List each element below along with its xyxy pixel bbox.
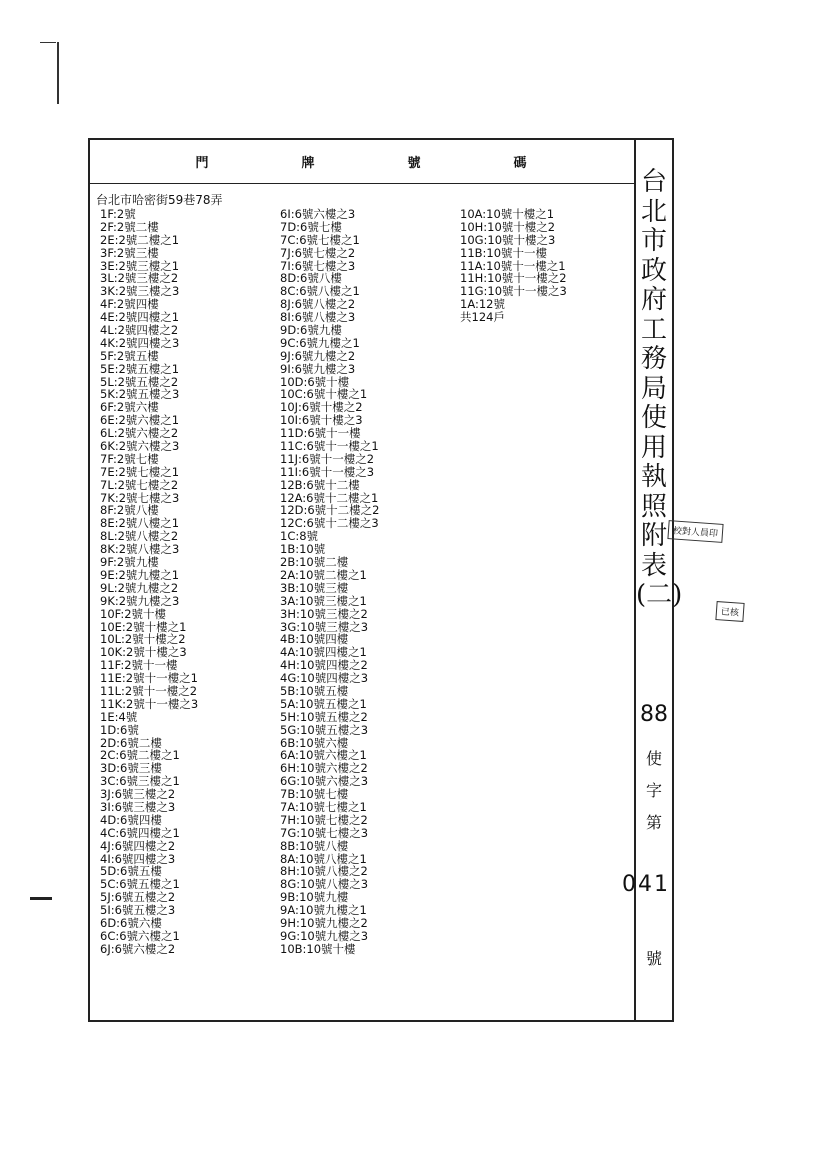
title-char: 市: [640, 226, 667, 256]
address-entry: 3L:2號三樓之2: [100, 271, 179, 286]
address-entry: 7G:10號七樓之3: [280, 825, 369, 840]
address-entry: 10G:10號十樓之3: [460, 232, 556, 247]
address-entry: 3J:6號三樓之2: [100, 787, 176, 802]
address-entry: 8C:6號八樓之1: [280, 284, 360, 299]
address-entry: 7J:6號七樓之2: [280, 245, 356, 260]
address-entry: 8D:6號八樓: [280, 271, 342, 286]
address-entry: 11F:2號十一樓: [100, 658, 178, 673]
address-entry: 3C:6號三樓之1: [100, 774, 180, 789]
address-entry: 11H:10號十一樓之2: [460, 271, 567, 286]
title-char: 照: [640, 491, 667, 522]
address-entry: 7B:10號七樓: [280, 787, 349, 802]
title-char: 用: [640, 432, 667, 463]
header-label-3: 號: [407, 156, 423, 171]
inspector-stamp: 校對人員印: [667, 520, 723, 543]
address-entry: 6H:10號六樓之2: [280, 761, 368, 776]
address-entry: 5J:6號五樓之2: [100, 890, 176, 905]
address-entry: 6C:6號六樓之1: [100, 928, 180, 943]
header-label-2: 牌: [301, 156, 317, 171]
address-entry: 9I:6號九樓之3: [280, 361, 356, 376]
address-entry: 8B:10號八樓: [280, 838, 349, 853]
address-entry: 9G:10號九樓之3: [280, 928, 369, 943]
address-entry: 1F:2號: [100, 207, 136, 221]
address-entry: 6J:6號六樓之2: [100, 941, 176, 956]
address-entry: 10L:2號十樓之2: [100, 632, 186, 647]
address-entry: 10F:2號十樓: [100, 606, 167, 621]
address-entry: 11L:2號十一樓之2: [100, 683, 198, 698]
address-entry: 6E:2號六樓之1: [100, 413, 180, 428]
address-entry: 6B:10號六樓: [280, 735, 349, 750]
address-entry: 9C:6號九樓之1: [280, 335, 360, 350]
address-entry: 4H:10號四樓之2: [280, 658, 368, 673]
address-entry: 10I:6號十樓之3: [280, 413, 363, 428]
address-entry: 1C:8號: [280, 529, 319, 544]
address-entry: 6F:2號六樓: [100, 400, 159, 415]
street-name: 台北市哈密街59巷78弄: [96, 193, 223, 207]
side-title-panel: [622, 140, 683, 1020]
address-entry: 5B:10號五樓: [280, 683, 349, 698]
address-entry: 7H:10號七樓之2: [280, 812, 368, 827]
address-entry: 7F:2號七樓: [100, 451, 159, 466]
char-di: 第: [645, 813, 662, 832]
address-entry: 1E:4號: [100, 709, 138, 724]
address-entry: 2A:10號二樓之1: [280, 567, 367, 582]
address-entry: 6A:10號六樓之1: [280, 748, 367, 763]
title-char: 局: [640, 373, 667, 404]
address-entry: 3D:6號三樓: [100, 761, 162, 776]
address-entry: 12C:6號十二樓之3: [280, 516, 379, 531]
address-entry: 5A:10號五樓之1: [280, 696, 367, 711]
address-list: [90, 186, 634, 1020]
address-entry: 5K:2號五樓之3: [100, 387, 180, 402]
title-char: 使: [640, 403, 667, 433]
address-entry: 10K:2號十樓之3: [100, 645, 187, 660]
address-entry: 11G:10號十一樓之3: [460, 284, 567, 299]
address-entry: 8K:2號八樓之3: [100, 542, 180, 557]
address-entry: 5E:2號五樓之1: [100, 361, 180, 376]
title-char: 附: [640, 521, 667, 551]
address-entry: 2B:10號二樓: [280, 555, 349, 570]
address-entry: 12A:6號十二樓之1: [280, 490, 379, 505]
address-entry: 4D:6號四樓: [100, 812, 162, 827]
address-entry: 10E:2號十樓之1: [100, 619, 187, 634]
address-entry: 4F:2號四樓: [100, 297, 159, 312]
margin-mark-vertical: [57, 42, 59, 104]
form-frame: [88, 138, 683, 1022]
address-entry: 7I:6號七樓之3: [280, 258, 356, 273]
address-column-2: [280, 208, 380, 956]
address-entry: 5D:6號五樓: [100, 864, 162, 879]
address-entry: 11I:6號十一樓之3: [280, 464, 375, 479]
title-char: 政: [640, 255, 667, 286]
permit-year: 88: [640, 702, 668, 727]
approval-stamp: 已核: [715, 601, 744, 622]
header-label-1: 門: [195, 156, 211, 171]
address-entry: 3H:10號三樓之2: [280, 606, 368, 621]
address-entry: 2F:2號二樓: [100, 219, 159, 234]
char-hao: 號: [645, 949, 662, 968]
address-entry: 8J:6號八樓之2: [280, 297, 356, 312]
address-entry: 4B:10號四樓: [280, 632, 349, 647]
title-char: 府: [640, 285, 667, 315]
address-entry: 6K:2號六樓之3: [100, 439, 180, 454]
address-entry: 9F:2號九樓: [100, 555, 159, 570]
address-entry: 7L:2號七樓之2: [100, 477, 179, 492]
address-entry: 5H:10號五樓之2: [280, 709, 368, 724]
address-entry: 5I:6號五樓之3: [100, 903, 176, 918]
title-char: 務: [640, 344, 667, 374]
address-entry: 7D:6號七樓: [280, 219, 342, 234]
address-entry: 共124戶: [460, 310, 505, 325]
address-entry: 11K:2號十一樓之3: [100, 696, 199, 711]
address-entry: 7K:2號七樓之3: [100, 490, 180, 505]
address-entry: 12B:6號十二樓: [280, 477, 360, 492]
address-entry: 10A:10號十樓之1: [460, 207, 555, 221]
address-entry: 2E:2號二樓之1: [100, 232, 180, 247]
title-char: 工: [640, 314, 667, 345]
address-entry: 8E:2號八樓之1: [100, 516, 180, 531]
address-entry: 11B:10號十一樓: [460, 245, 548, 260]
address-entry: 4J:6號四樓之2: [100, 838, 176, 853]
margin-mark-left: [30, 897, 52, 900]
address-entry: 5C:6號五樓之1: [100, 877, 180, 892]
address-entry: 12D:6號十二樓之2: [280, 503, 380, 518]
address-entry: 10B:10號十樓: [280, 941, 356, 956]
permit-number: 041: [622, 872, 670, 897]
address-entry: 8A:10號八樓之1: [280, 851, 367, 866]
address-entry: 2D:6號二樓: [100, 735, 162, 750]
address-entry: 5F:2號五樓: [100, 348, 159, 363]
address-entry: 7E:2號七樓之1: [100, 464, 180, 479]
table-header: [90, 140, 634, 184]
address-entry: 3A:10號三樓之1: [280, 593, 367, 608]
address-entry: 7A:10號七樓之1: [280, 799, 367, 814]
address-entry: 8L:2號八樓之2: [100, 529, 179, 544]
address-entry: 10H:10號十樓之2: [460, 219, 556, 234]
address-entry: 11E:2號十一樓之1: [100, 671, 198, 686]
address-entry: 9D:6號九樓: [280, 323, 342, 338]
address-entry: 9L:2號九樓之2: [100, 580, 179, 595]
address-entry: 4E:2號四樓之1: [100, 310, 180, 325]
address-entry: 8H:10號八樓之2: [280, 864, 368, 879]
address-entry: 4K:2號四樓之3: [100, 335, 180, 350]
address-entry: 11A:10號十一樓之1: [460, 258, 566, 273]
address-entry: 5G:10號五樓之3: [280, 722, 369, 737]
address-entry: 8I:6號八樓之3: [280, 310, 356, 325]
char-zi: 字: [645, 781, 662, 800]
address-entry: 1A:12號: [460, 297, 505, 312]
address-entry: 11D:6號十一樓: [280, 426, 361, 441]
header-label-4: 碼: [513, 156, 529, 171]
address-entry: 3I:6號三樓之3: [100, 799, 176, 814]
address-entry: 6D:6號六樓: [100, 915, 162, 930]
title-char: 表: [640, 550, 667, 581]
title-char: 台: [640, 167, 667, 197]
address-entry: 4G:10號四樓之3: [280, 671, 369, 686]
address-entry: 10C:6號十樓之1: [280, 387, 368, 402]
address-entry: 11J:6號十一樓之2: [280, 451, 375, 466]
address-entry: 8F:2號八樓: [100, 503, 159, 518]
address-entry: 3B:10號三樓: [280, 580, 349, 595]
address-entry: 6L:2號六樓之2: [100, 426, 179, 441]
address-entry: 9H:10號九樓之2: [280, 915, 368, 930]
address-entry: 10D:6號十樓: [280, 374, 350, 389]
address-entry: 6I:6號六樓之3: [280, 207, 356, 221]
address-entry: 5L:2號五樓之2: [100, 374, 179, 389]
address-entry: 2C:6號二樓之1: [100, 748, 180, 763]
address-column-3: [460, 208, 567, 324]
address-entry: 6G:10號六樓之3: [280, 774, 369, 789]
address-entry: 8G:10號八樓之3: [280, 877, 369, 892]
margin-mark: [40, 42, 56, 43]
address-entry: 10J:6號十樓之2: [280, 400, 363, 415]
title-char: (二): [636, 580, 683, 610]
address-entry: 3K:2號三樓之3: [100, 284, 180, 299]
address-entry: 4C:6號四樓之1: [100, 825, 180, 840]
address-column-1: [100, 208, 198, 956]
address-entry: 9A:10號九樓之1: [280, 903, 367, 918]
address-entry: 3F:2號三樓: [100, 245, 159, 260]
address-entry: 9J:6號九樓之2: [280, 348, 356, 363]
address-entry: 3E:2號三樓之1: [100, 258, 180, 273]
title-char: 北: [640, 196, 667, 227]
address-entry: 4L:2號四樓之2: [100, 323, 179, 338]
address-entry: 9E:2號九樓之1: [100, 567, 180, 582]
address-entry: 11C:6號十一樓之1: [280, 439, 379, 454]
address-entry: 7C:6號七樓之1: [280, 232, 360, 247]
address-entry: 1B:10號: [280, 542, 326, 557]
address-entry: 4A:10號四樓之1: [280, 645, 367, 660]
vertical-title: [636, 167, 683, 611]
address-entry: 4I:6號四樓之3: [100, 851, 176, 866]
title-char: 執: [640, 462, 667, 492]
address-entry: 9B:10號九樓: [280, 890, 349, 905]
address-entry: 3G:10號三樓之3: [280, 619, 369, 634]
address-entry: 1D:6號: [100, 722, 139, 737]
char-shi: 使: [645, 749, 662, 768]
address-entry: 9K:2號九樓之3: [100, 593, 180, 608]
